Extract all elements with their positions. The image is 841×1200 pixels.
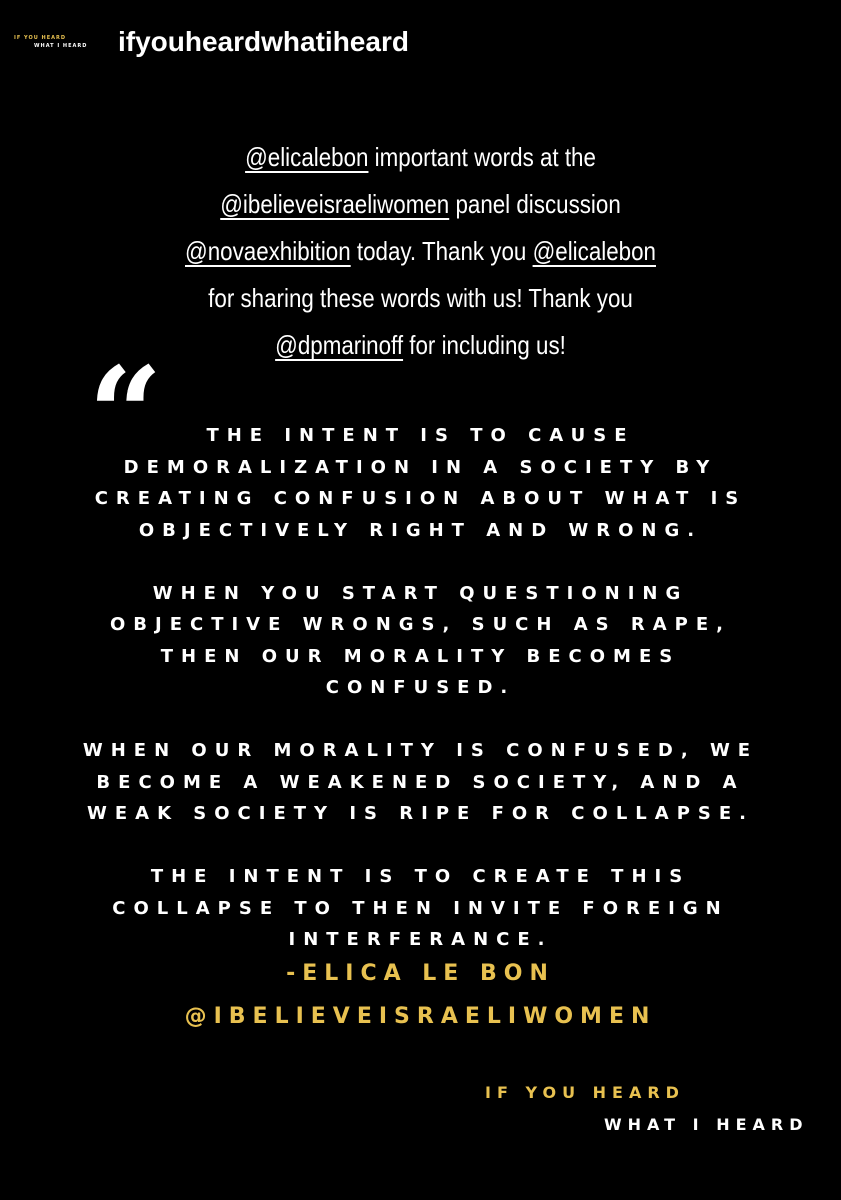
quote-line: WHEN YOU START QUESTIONING [152,582,689,604]
quote-line: BECOME A WEAKENED SOCIETY, AND A [96,771,745,793]
avatar[interactable] [14,33,100,57]
username-link[interactable]: ifyouheardwhatiheard [118,26,409,57]
quote-line: COLLAPSE TO THEN INVITE FOREIGN [112,897,729,919]
quote-line: CONFUSED. [325,677,516,698]
quote-line: THE INTENT IS TO CREATE THIS [150,866,691,887]
caption-line-4 [110,275,730,322]
mention-novaexhibition[interactable]: @novaexhibition [185,236,351,266]
quote-line: OBJECTIVELY RIGHT AND WRONG. [138,519,703,541]
caption-text: panel discussion [449,189,621,219]
avatar-logo-line2: WHAT I HEARD [34,43,88,49]
paragraph-gap [30,830,811,862]
paragraph-gap [30,704,811,736]
attribution-name: -ELICA LE BON [286,961,555,986]
caption-text: today. Thank you [350,236,533,266]
quote-line: CREATING CONFUSION ABOUT WHAT IS [94,488,747,509]
caption-line-2 [110,181,730,228]
mention-ibelieveisraeliwomen[interactable]: @ibelieveisraeliwomen [220,189,450,219]
quote-block [30,420,811,956]
quote-line: THE INTENT IS TO CAUSE [206,425,635,446]
mention-elicalebon[interactable]: @elicalebon [245,142,369,172]
post-caption [110,134,730,369]
caption-text: for sharing these words with us! Thank you [208,283,633,313]
quote-attribution [30,955,811,1041]
quote-line: WEAK SOCIETY IS RIPE FOR COLLAPSE. [87,803,754,824]
quote-line: OBJECTIVE WRONGS, SUCH AS RAPE, [109,614,732,635]
avatar-logo-line1: IF YOU HEARD [14,35,66,41]
caption-line-3 [110,228,730,275]
quote-line: DEMORALIZATION IN A SOCIETY BY [123,456,718,478]
caption-line-5 [110,322,730,369]
caption-line-1 [110,134,730,181]
post-header [0,0,841,100]
mention-elicalebon[interactable]: @elicalebon [532,236,656,266]
quote-line: INTERFERANCE. [288,929,553,950]
mention-dpmarinoff[interactable]: @dpmarinoff [275,330,404,360]
brand-logo-line2: WHAT I HEARD [604,1115,809,1134]
caption-text: for including us! [403,330,566,360]
quote-line: THEN OUR MORALITY BECOMES [160,645,681,667]
paragraph-gap [30,546,811,578]
caption-text: important words at the [368,142,596,172]
quote-line: WHEN OUR MORALITY IS CONFUSED, WE [82,740,759,761]
brand-logo-line1: IF YOU HEARD [485,1083,685,1102]
quotation-mark-icon: “ [88,338,163,491]
attribution-handle: @IBELIEVEISRAELIWOMEN [184,1004,657,1029]
